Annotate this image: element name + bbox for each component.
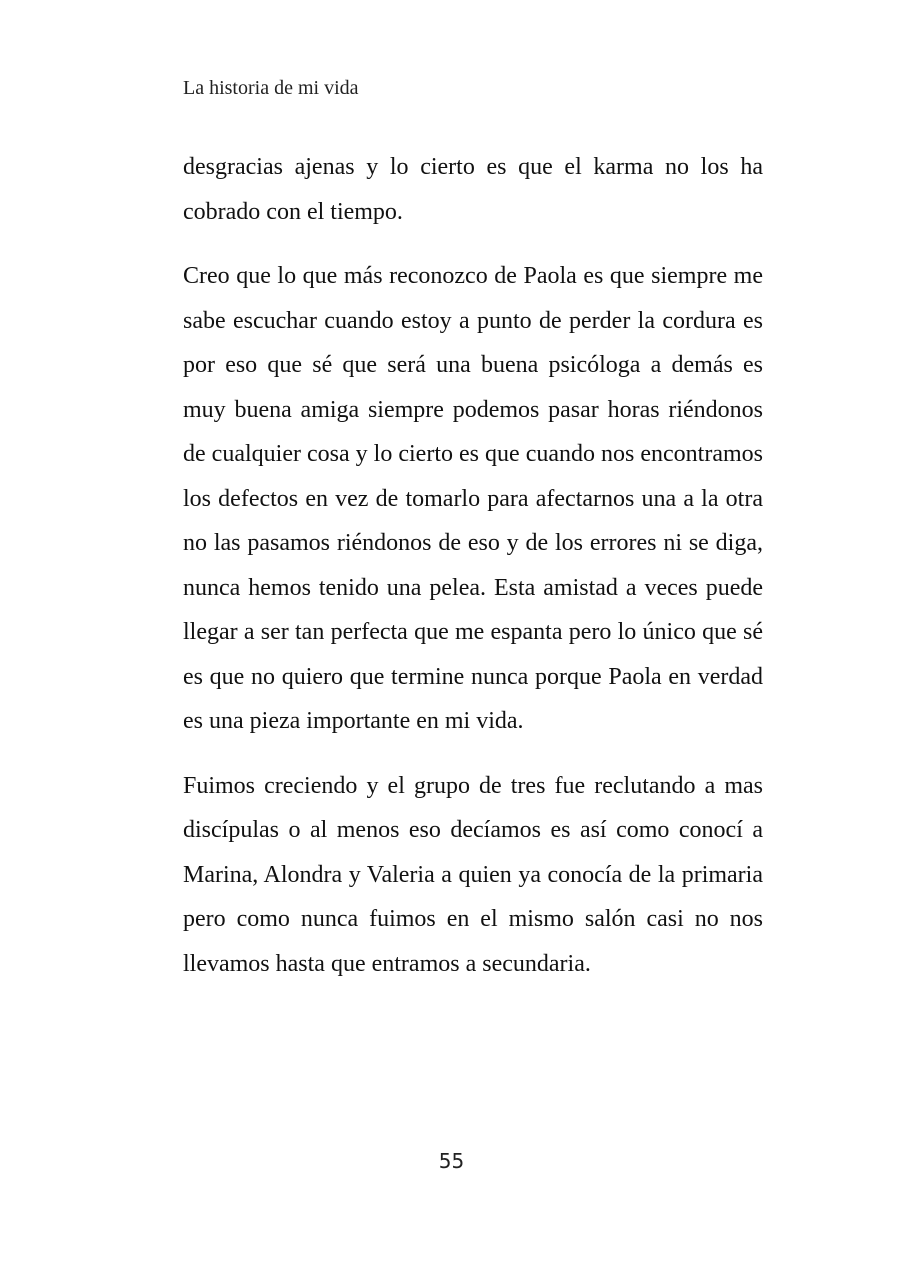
paragraph-1: desgracias ajenas y lo cierto es que el karma no los ha cobrado con el tiempo. — [183, 154, 763, 225]
running-header-title: La historia de mi vida — [183, 77, 359, 99]
paragraph-3: Fuimos creciendo y el grupo de tres fue reclutando a mas discípulas o al menos eso decíamos es así como conocí a Marina, Alondra y Valeria a quien ya conocía de la primaria pero como nunca fuimos en el mismo salón casi no nos llevamos hasta que entramos a secundaria. — [183, 772, 763, 977]
paragraph-2: Creo que lo que más reconozco de Paola es que siempre me sabe escuchar cuando estoy a punto de perder la cordura es por eso que sé que será una buena psicóloga a demás es muy buena amiga siempre podemos pasar horas riéndonos de cualquier cosa y lo cierto es que cuando nos encontramos los defectos en vez de tomarlo para afectarnos una a la otra no las pasamos riéndonos de eso y de los errores ni se diga, nunca hemos tenido una pelea. Esta amistad a veces puede llegar a ser tan perfecta que me espanta pero lo único que sé es que no quiero que termine nunca porque Paola en verdad es una pieza importante en mi vida. — [183, 263, 763, 734]
page-number: 55 — [438, 1149, 465, 1173]
body-text — [183, 145, 763, 1006]
